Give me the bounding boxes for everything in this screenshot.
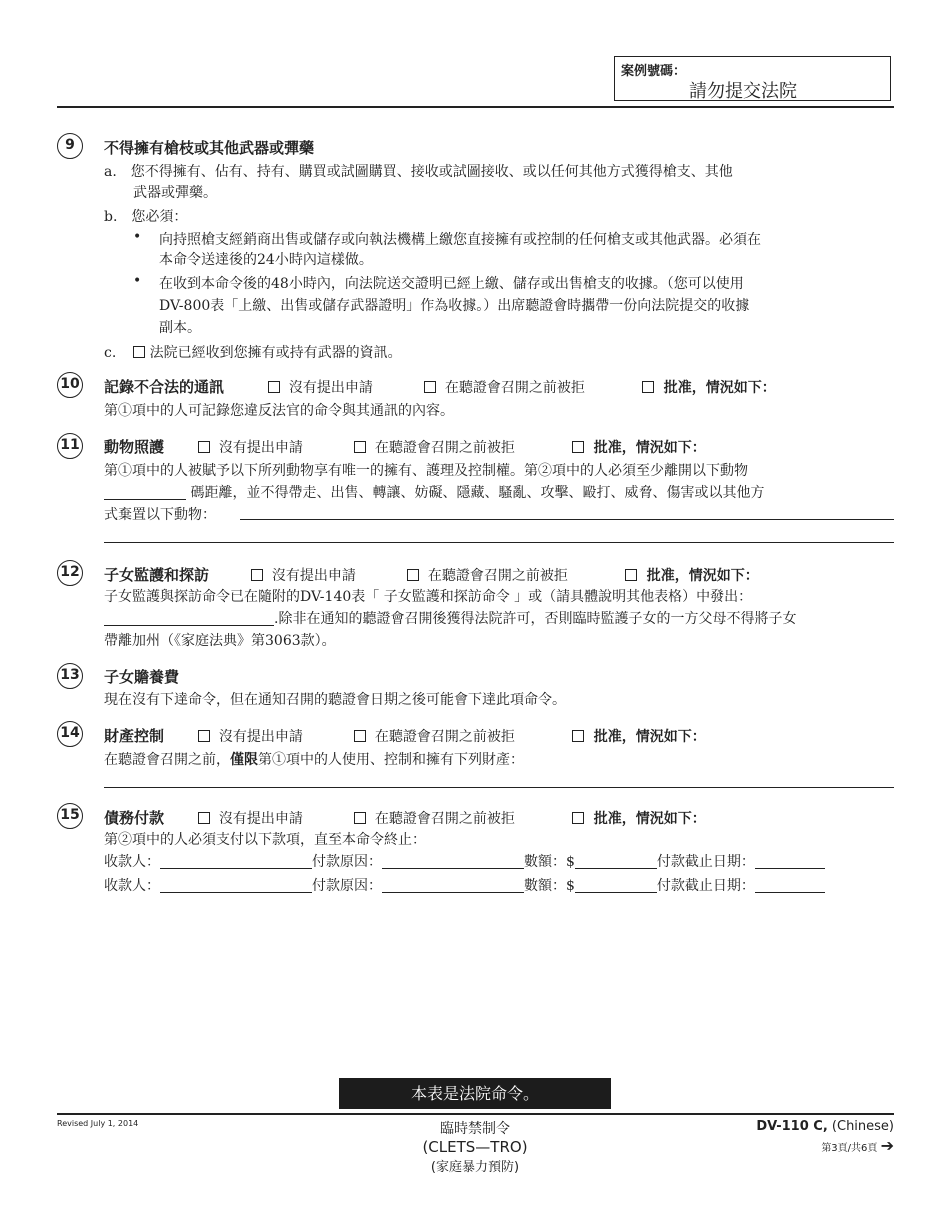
reason-label: 付款原因：: [312, 854, 382, 870]
section-15-option-granted[interactable]: [572, 808, 706, 828]
reason-field[interactable]: [382, 854, 524, 869]
section-10-number: 10: [57, 372, 83, 398]
page-indicator: [756, 1136, 894, 1155]
payee-label: 收款人：: [104, 854, 160, 870]
checkbox[interactable]: [198, 441, 210, 453]
payment-row: [104, 875, 825, 895]
section-11-title: 動物照護: [104, 438, 165, 456]
section-9b1-line2: 本命令送達後的24小時內這樣做。: [159, 252, 373, 268]
option-label: 沒有提出申請: [288, 380, 373, 396]
form-title: [350, 1118, 600, 1175]
reason-field[interactable]: [382, 878, 524, 893]
option-label: 批准，情況如下：: [593, 729, 706, 745]
checkbox[interactable]: [198, 812, 210, 824]
section-12-line2: .除非在通知的聽證會召開後獲得法院許可，否則臨時監護子女的一方父母不得將子女: [274, 611, 797, 627]
section-15-number: 15: [57, 803, 83, 829]
option-label: 批准，情況如下：: [646, 568, 759, 584]
section-9-title: 不得擁有槍枝或其他武器或彈藥: [104, 139, 315, 157]
section-14-option-granted[interactable]: [572, 726, 706, 746]
payee-label: 收款人：: [104, 878, 160, 894]
checkbox[interactable]: [625, 569, 637, 581]
section-11-line3: 式棄置以下動物：: [104, 507, 216, 523]
case-number-value: 請勿提交法院: [689, 81, 797, 102]
option-label: 沒有提出申請: [271, 568, 356, 584]
section-12-line1: 子女監護與探訪命令已在隨附的DV-140表「 子女監護和探訪命令 」或（請具體說明其他表格）中發出：: [104, 589, 753, 605]
checkbox[interactable]: [354, 441, 366, 453]
payee-field[interactable]: [160, 878, 312, 893]
checkbox[interactable]: [642, 381, 654, 393]
property-field-line[interactable]: [104, 787, 894, 788]
section-9c-checkbox[interactable]: [133, 346, 145, 358]
section-13-number: 13: [57, 663, 83, 689]
section-9b1-line1: 向持照槍支經銷商出售或儲存或向執法機構上繳您直接擁有或控制的任何槍支或其他武器。必須在: [159, 232, 761, 248]
payee-field[interactable]: [160, 854, 312, 869]
section-10-title: 記錄不合法的通訊: [104, 378, 225, 396]
section-13-body: 現在沒有下達命令，但在通知召開的聽證會日期之後可能會下達此項命令。: [104, 692, 566, 708]
due-date-label: 付款截止日期：: [656, 854, 755, 870]
bullet-icon: •: [133, 229, 142, 245]
checkbox[interactable]: [251, 569, 263, 581]
section-11-line1: 第①項中的人被賦予以下所列動物享有唯一的擁有、護理及控制權。第②項中的人必須至少離開以下動物: [104, 463, 748, 479]
section-12-option-denied[interactable]: [407, 565, 568, 585]
section-9c-row: [104, 342, 402, 362]
option-label: 在聽證會召開之前被拒: [374, 729, 515, 745]
section-9a-line2: 武器或彈藥。: [133, 185, 217, 201]
checkbox[interactable]: [572, 441, 584, 453]
due-date-field[interactable]: [755, 878, 825, 893]
section-14-body-pre: 在聽證會召開之前，: [104, 752, 230, 768]
bullet-icon: •: [133, 273, 142, 289]
checkbox[interactable]: [424, 381, 436, 393]
option-label: 在聽證會召開之前被拒: [374, 811, 515, 827]
form-title-line2: (CLETS—TRO): [422, 1138, 528, 1156]
option-label: 在聽證會召開之前被拒: [374, 440, 515, 456]
section-9-number: 9: [57, 133, 83, 159]
section-14-title: 財產控制: [104, 727, 165, 745]
checkbox[interactable]: [354, 812, 366, 824]
checkbox[interactable]: [354, 730, 366, 742]
option-label: 沒有提出申請: [218, 729, 303, 745]
form-title-line1: 臨時禁制令: [440, 1121, 510, 1137]
section-9c-prefix: c.: [104, 345, 117, 361]
section-14-body: [104, 749, 524, 769]
checkbox[interactable]: [268, 381, 280, 393]
section-14-body-bold: 僅限: [230, 752, 258, 768]
section-13-title: 子女贍養費: [104, 668, 180, 686]
page-number: 第3頁/共6頁: [821, 1143, 878, 1154]
checkbox[interactable]: [198, 730, 210, 742]
option-label: 批准，情況如下：: [663, 380, 776, 396]
section-10-option-denied[interactable]: [424, 377, 585, 397]
form-id-block: [756, 1119, 894, 1155]
animals-field-line1[interactable]: [240, 519, 894, 520]
section-9a-line1: a. 您不得擁有、佔有、持有、購買或試圖購買、接收或試圖接收、或以任何其他方式獲得槍支、其他: [104, 164, 733, 180]
section-14-option-not-requested[interactable]: [198, 726, 303, 746]
section-15-option-not-requested[interactable]: [198, 808, 303, 828]
section-9b-label: b. 您必須：: [104, 209, 188, 225]
revised-date: Revised July 1, 2014: [57, 1119, 139, 1128]
amount-field[interactable]: [575, 878, 657, 893]
checkbox[interactable]: [407, 569, 419, 581]
section-11-number: 11: [57, 433, 83, 459]
option-label: 沒有提出申請: [218, 811, 303, 827]
option-label: 批准，情況如下：: [593, 440, 706, 456]
due-date-field[interactable]: [755, 854, 825, 869]
payment-row: [104, 851, 825, 871]
section-10-option-not-requested[interactable]: [268, 377, 373, 397]
form-id-code: DV-110 C,: [756, 1119, 828, 1134]
section-12-option-not-requested[interactable]: [251, 565, 356, 585]
other-form-field[interactable]: [104, 611, 274, 626]
section-11-line2: 碼距離，並不得帶走、出售、轉讓、妨礙、隱藏、騷亂、攻擊、毆打、威脅、傷害或以其他方: [190, 485, 765, 501]
form-title-line3: (家庭暴力預防): [430, 1160, 520, 1175]
section-12-line2-row: [104, 608, 796, 628]
form-id: [756, 1119, 894, 1134]
section-12-option-granted[interactable]: [625, 565, 759, 585]
section-12-title: 子女監護和探訪: [104, 566, 210, 584]
section-14-body-post: 第①項中的人使用、控制和擁有下列財產：: [258, 752, 524, 768]
header-divider: [57, 106, 894, 108]
court-order-banner: 本表是法院命令。: [339, 1078, 611, 1109]
section-11-option-not-requested[interactable]: [198, 437, 303, 457]
section-14-number: 14: [57, 721, 83, 747]
section-9b2-line2: DV-800表「上繳、出售或儲存武器證明」作為收據。）出席聽證會時攜帶一份向法院提交的收據: [159, 298, 750, 314]
amount-label: 數額：$: [524, 878, 575, 894]
yards-distance-field[interactable]: [104, 485, 186, 500]
section-10-body: 第①項中的人可記錄您違反法官的命令與其通訊的內容。: [104, 403, 454, 419]
section-14-option-denied[interactable]: [354, 726, 515, 746]
section-15-title: 債務付款: [104, 809, 165, 827]
section-9b2-line1: 在收到本命令後的48小時內，向法院送交證明已經上繳、儲存或出售槍支的收據。（您可以使用: [159, 276, 744, 292]
checkbox[interactable]: [572, 812, 584, 824]
section-15-option-denied[interactable]: [354, 808, 515, 828]
section-9b2-line3: 副本。: [159, 320, 201, 336]
checkbox[interactable]: [572, 730, 584, 742]
section-11-option-granted[interactable]: [572, 437, 706, 457]
option-label: 沒有提出申請: [218, 440, 303, 456]
section-9c-text: 法院已經收到您擁有或持有武器的資訊。: [149, 345, 402, 361]
due-date-label: 付款截止日期：: [656, 878, 755, 894]
section-12-number: 12: [57, 560, 83, 586]
case-number-box: [614, 56, 891, 101]
animals-field-line2[interactable]: [104, 542, 894, 543]
option-label: 批准，情況如下：: [593, 811, 706, 827]
next-page-arrow-icon: ➔: [880, 1136, 894, 1155]
section-15-line1: 第②項中的人必須支付以下款項，直至本命令終止：: [104, 832, 426, 848]
option-label: 在聽證會召開之前被拒: [427, 568, 568, 584]
amount-field[interactable]: [575, 854, 657, 869]
section-10-option-granted[interactable]: [642, 377, 776, 397]
amount-label: 數額：$: [524, 854, 575, 870]
option-label: 在聽證會召開之前被拒: [444, 380, 585, 396]
form-language: (Chinese): [827, 1119, 894, 1134]
footer-divider: [57, 1113, 894, 1115]
case-number-label: 案例號碼：: [621, 64, 687, 79]
reason-label: 付款原因：: [312, 878, 382, 894]
section-12-line3: 帶離加州（《家庭法典》第3063款）。: [104, 633, 336, 649]
section-11-line2-row: [104, 482, 764, 502]
section-11-option-denied[interactable]: [354, 437, 515, 457]
